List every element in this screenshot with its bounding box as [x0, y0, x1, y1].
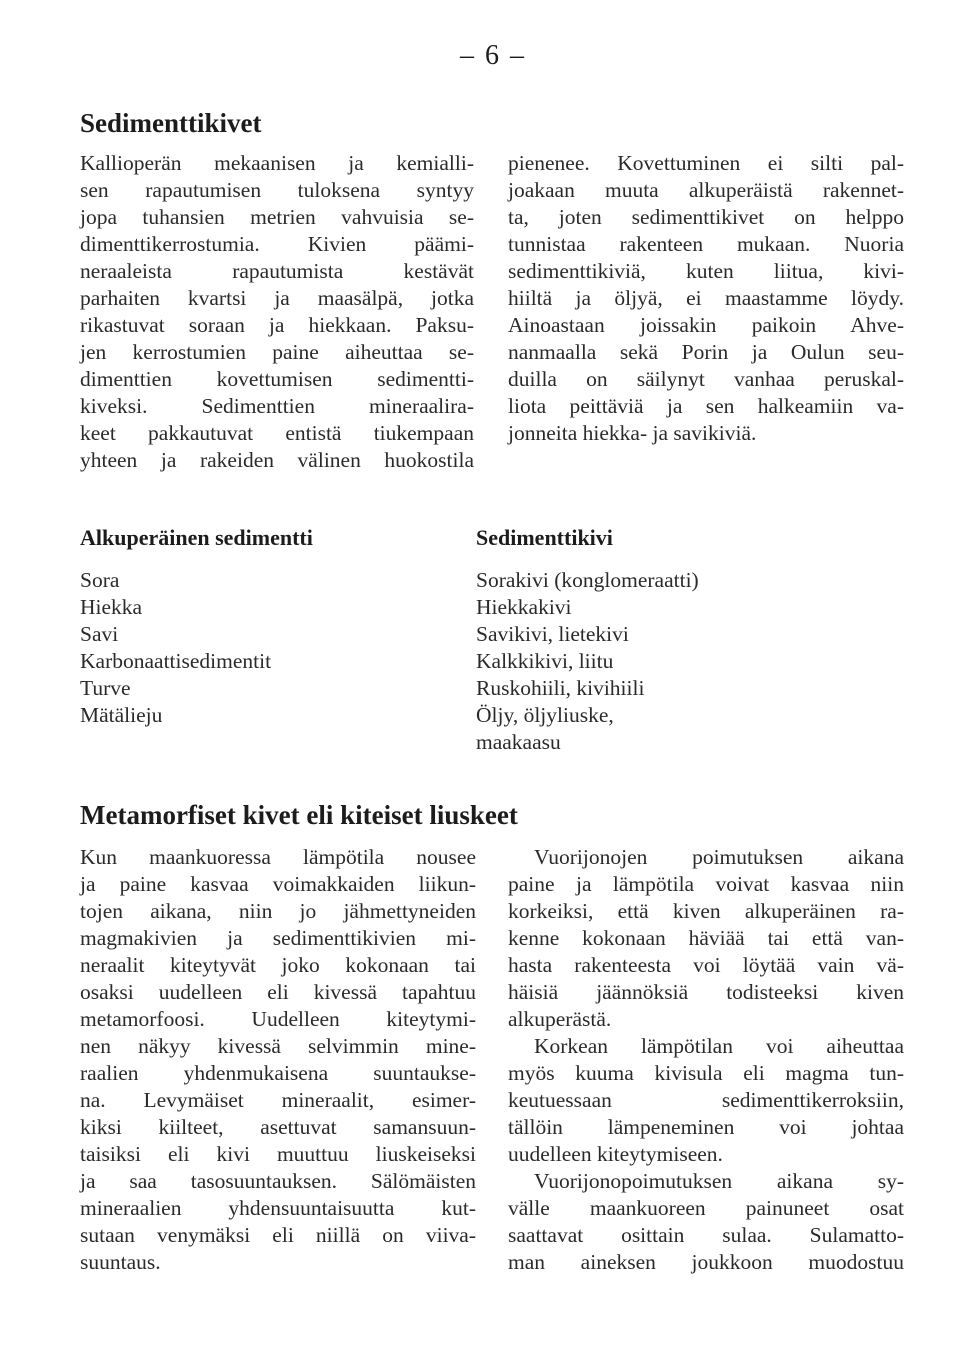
- table-cell: Savikivi, lietekivi: [476, 622, 629, 646]
- page-number: – 6 –: [460, 40, 526, 71]
- text-line: duilla on säilynyt vanhaa peruskal-: [508, 367, 904, 391]
- text-line: keutuessaan sedimenttikerroksiin,: [508, 1088, 904, 1112]
- text-line: metamorfoosi. Uudelleen kiteytymi-: [80, 1007, 476, 1031]
- text-line: liota peittäviä ja sen halkeamiin va-: [508, 394, 904, 418]
- text-line: magmakivien ja sedimenttikivien mi-: [80, 926, 476, 950]
- text-line: hiiltä ja öljyä, ei maastamme löydy.: [508, 286, 904, 310]
- text-line: välle maankuoreen painuneet osat: [508, 1196, 904, 1220]
- text-line: neraaleista rapautumista kestävät: [80, 259, 474, 283]
- table-cell: Sorakivi (konglomeraatti): [476, 568, 699, 592]
- text-line: kiveksi. Sedimenttien mineraalira-: [80, 394, 474, 418]
- text-line: dimenttikerrostumia. Kivien päämi-: [80, 232, 474, 256]
- text-line: Vuorijonojen poimutuksen aikana: [534, 845, 904, 869]
- text-line: sutaan venymäksi eli niillä on viiva-: [80, 1223, 476, 1247]
- text-line: yhteen ja rakeiden välinen huokostila: [80, 448, 474, 472]
- table-cell: maakaasu: [476, 730, 561, 754]
- text-line: kenne kokonaan häviää tai että van-: [508, 926, 904, 950]
- section-heading-metamorfiset-kivet: Metamorfiset kivet eli kiteiset liuskeet: [80, 800, 518, 830]
- table-cell: Kalkkikivi, liitu: [476, 649, 614, 673]
- text-line: Vuorijonopoimutuksen aikana sy-: [534, 1169, 904, 1193]
- text-line: tunnistaa rakenteen mukaan. Nuoria: [508, 232, 904, 256]
- text-line: dimenttien kovettumisen sedimentti-: [80, 367, 474, 391]
- text-line: mineraalien yhdensuuntaisuutta kut-: [80, 1196, 476, 1220]
- text-line: korkeiksi, että kiven alkuperäinen ra-: [508, 899, 904, 923]
- text-line: nanmaalla sekä Porin ja Oulun seu-: [508, 340, 904, 364]
- text-line: na. Levymäiset mineraalit, esimer-: [80, 1088, 476, 1112]
- text-line: man aineksen joukkoon muodostuu: [508, 1250, 904, 1274]
- text-line: jen kerrostumien paine aiheuttaa se-: [80, 340, 474, 364]
- table-header-original-sediment: Alkuperäinen sedimentti: [80, 525, 313, 550]
- table-cell: Savi: [80, 622, 119, 646]
- table-cell: Ruskohiili, kivihiili: [476, 676, 645, 700]
- text-line: raalien yhdenmukaisena suuntaukse-: [80, 1061, 476, 1085]
- table-cell: Mätälieju: [80, 703, 163, 727]
- text-line: keet pakkautuvat entistä tiukempaan: [80, 421, 474, 445]
- paragraph-sedimenttikivet-col1: [80, 150, 474, 474]
- text-line: tojen aikana, niin jo jähmettyneiden: [80, 899, 476, 923]
- table-cell: Hiekkakivi: [476, 595, 572, 619]
- text-line: Kun maankuoressa lämpötila nousee: [80, 845, 476, 869]
- text-line: uudelleen kiteytymiseen.: [508, 1142, 723, 1166]
- text-line: paine ja lämpötila voivat kasvaa niin: [508, 872, 904, 896]
- text-line: neraalit kiteytyvät joko kokonaan tai: [80, 953, 476, 977]
- paragraph-metamorfiset-col2: [508, 844, 904, 1276]
- text-line: häisiä jäännöksiä todisteeksi kiven: [508, 980, 904, 1004]
- text-line: parhaiten kvartsi ja maasälpä, jotka: [80, 286, 474, 310]
- table-column-original-sediment: [80, 524, 313, 729]
- table-cell: Hiekka: [80, 595, 143, 619]
- text-line: joakaan muuta alkuperäistä rakennet-: [508, 178, 904, 202]
- text-line: Kallioperän mekaanisen ja kemialli-: [80, 151, 474, 175]
- text-line: nen näkyy kivessä selvimmin mine-: [80, 1034, 476, 1058]
- text-line: kiksi kiilteet, asettuvat samansuun-: [80, 1115, 476, 1139]
- text-line: suuntaus.: [80, 1250, 161, 1274]
- text-line: saattavat osittain sulaa. Sulamatto-: [508, 1223, 904, 1247]
- text-line: Korkean lämpötilan voi aiheuttaa: [534, 1034, 904, 1058]
- table-cell: Karbonaattisedimentit: [80, 649, 272, 673]
- text-line: ja paine kasvaa voimakkaiden liikun-: [80, 872, 476, 896]
- text-line: jonneita hiekka- ja savikiviä.: [508, 421, 757, 445]
- text-line: ta, joten sedimenttikivet on helppo: [508, 205, 904, 229]
- text-line: sen rapautumisen tuloksena syntyy: [80, 178, 474, 202]
- text-line: osaksi uudelleen eli kivessä tapahtuu: [80, 980, 476, 1004]
- table-cell: Sora: [80, 568, 120, 592]
- table-cell: Turve: [80, 676, 131, 700]
- text-line: tällöin lämpeneminen voi johtaa: [508, 1115, 904, 1139]
- table-column-sedimentary-rock: [476, 524, 699, 756]
- text-line: taisiksi eli kivi muuttuu liuskeiseksi: [80, 1142, 476, 1166]
- text-line: myös kuuma kivisula eli magma tun-: [508, 1061, 904, 1085]
- paragraph-sedimenttikivet-col2: [508, 150, 904, 447]
- table-cell: Öljy, öljyliuske,: [476, 703, 614, 727]
- text-line: rikastuvat soraan ja hiekkaan. Paksu-: [80, 313, 474, 337]
- text-line: ja saa tasosuuntauksen. Sälömäisten: [80, 1169, 476, 1193]
- table-header-sedimentary-rock: Sedimenttikivi: [476, 525, 613, 550]
- text-line: jopa tuhansien metrien vahvuisia se-: [80, 205, 474, 229]
- paragraph-metamorfiset-col1: [80, 844, 476, 1276]
- section-heading-sedimenttikivet: Sedimenttikivet: [80, 108, 262, 138]
- text-line: pienenee. Kovettuminen ei silti pal-: [508, 151, 904, 175]
- text-line: Ainoastaan joissakin paikoin Ahve-: [508, 313, 904, 337]
- text-line: hasta rakenteesta voi löytää vain vä-: [508, 953, 904, 977]
- text-line: alkuperästä.: [508, 1007, 612, 1031]
- text-line: sedimenttikiviä, kuten liitua, kivi-: [508, 259, 904, 283]
